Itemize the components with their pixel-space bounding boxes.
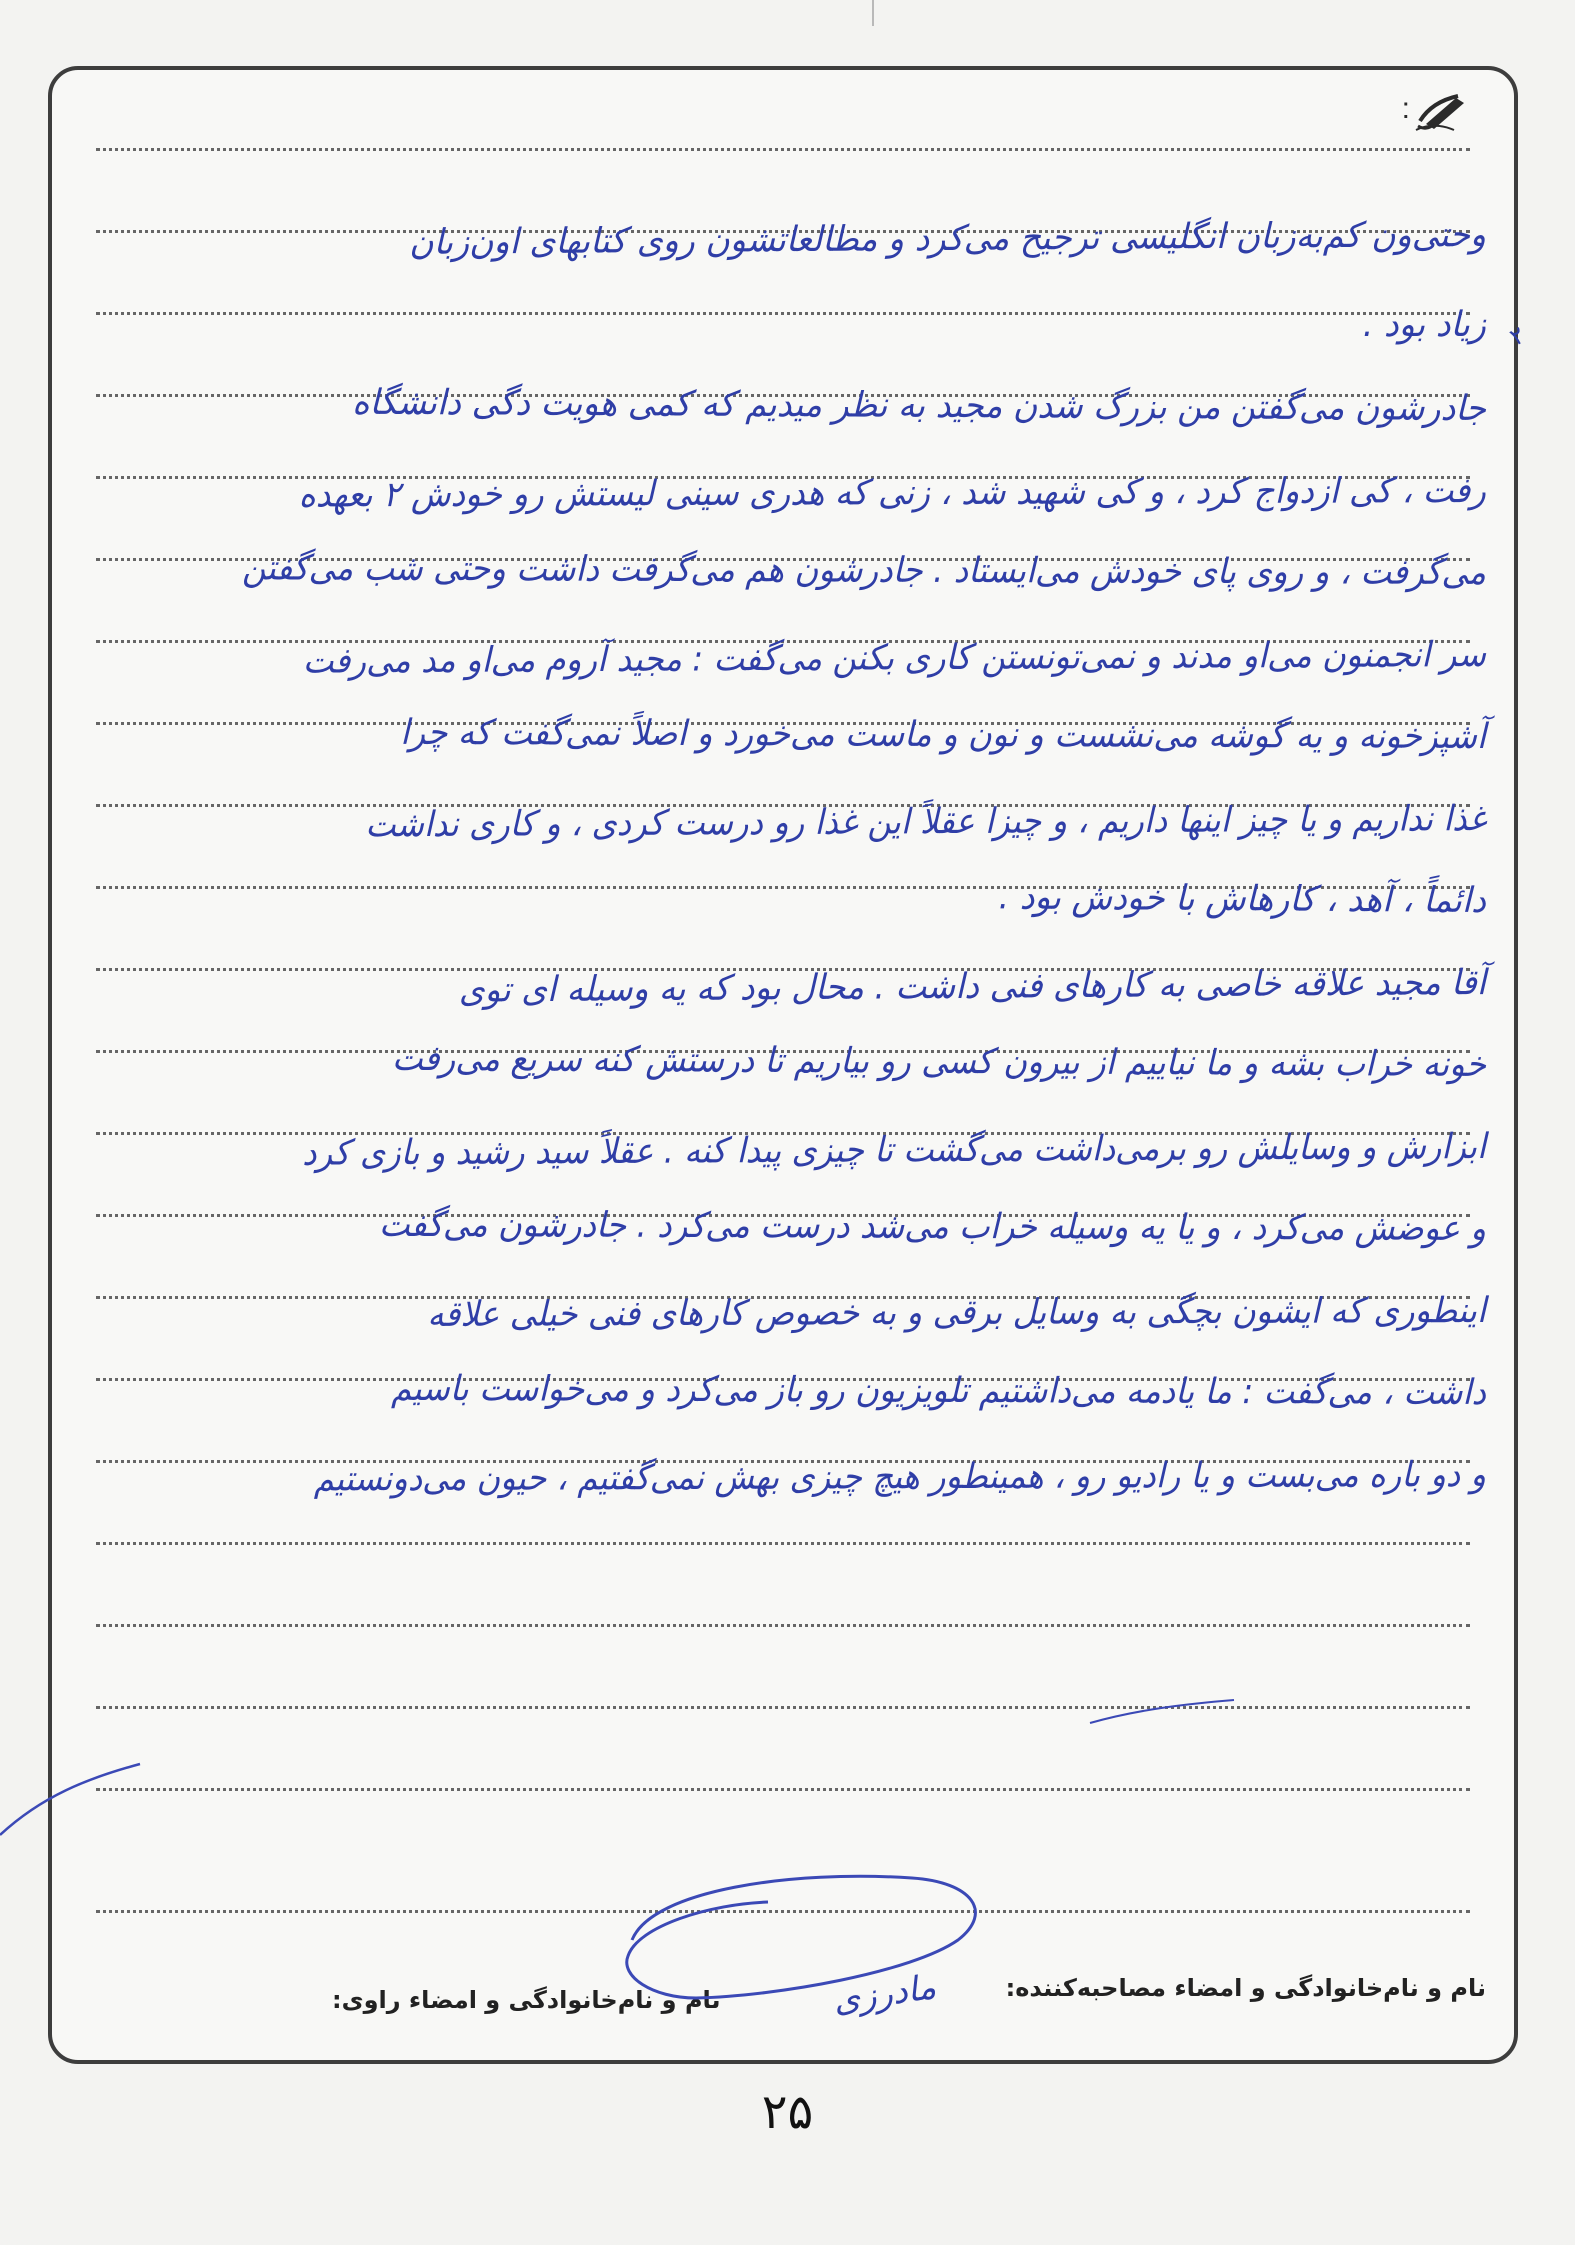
handwritten-line: جادرشون می‌گفتن من بزرگ شدن مجید به نظر میدیم که کمی هویت دگی دانشگاه [352, 382, 1487, 429]
page-number: ۲۵ [761, 2084, 814, 2140]
handwritten-line: اینطوری که ایشون بچگی به وسایل برقی و به خصوص کارهای فنی خیلی علاقه [427, 1291, 1487, 1335]
ruled-line [96, 1910, 1470, 1913]
handwritten-line: آقا مجید علاقه خاصی به کارهای فنی داشت . محال بود که یه وسیله ای توی [458, 963, 1487, 1011]
handwritten-line: غذا نداریم و یا چیز اینها داریم ، و چیزا عقلاً این غذا رو درست کردی ، و کاری نداشت [365, 799, 1487, 846]
handwritten-line: وحتی‌ون کم‌به‌زبان انگلیسی ترجیح می‌کرد و مطالعاتشون روی کتابهای اون‌زبان [409, 215, 1487, 263]
margin-note: ۲ [1505, 320, 1530, 352]
handwritten-line: دائماً ، آهد ، کارهاش با خودش بود . [998, 877, 1487, 921]
handwritten-line: می‌گرفت ، و روی پای خودش می‌ایستاد . جادرشون هم می‌گرفت داشت وحتی شب می‌گفتن [241, 548, 1487, 593]
ruled-line [96, 148, 1470, 151]
interviewer-signature-label: نام و نام‌خانوادگی و امضاء مصاحبه‌کننده: [1005, 1974, 1486, 2002]
handwritten-line: رفت ، کی ازدواج کرد ، و کی شهید شد ، زنی که هدری سینی لیستش رو خودش ۲ بعهده [298, 471, 1487, 516]
paper-edge-mark [872, 0, 874, 26]
handwritten-line: و عوضش می‌کرد ، و یا یه وسیله خراب می‌شد درست می‌کرد . جادرشون می‌گفت [378, 1204, 1487, 1249]
narrator-signature-label: نام و نام‌خانوادگی و امضاء راوی: [332, 1986, 721, 2014]
handwritten-line: سر انجمنون می‌او مدند و نمی‌تونستن کاری بکنن می‌گفت : مجید آروم می‌او مد می‌رفت [302, 635, 1487, 682]
handwritten-line: داشت ، می‌گفت : ما یادمه می‌داشتیم تلویزیون رو باز می‌کرد و می‌خواست باسیم [390, 1368, 1487, 1413]
ruled-line [96, 1706, 1470, 1709]
handwritten-line: ابزارش و وسایلش رو برمی‌داشت می‌گشت تا چیزی پیدا کنه . عقلاً سید رشید و بازی کرد [302, 1127, 1487, 1174]
handwritten-line: آشپزخونه و یه گوشه می‌نشست و نون و ماست می‌خورد و اصلاً نمی‌گفت که چرا [400, 712, 1487, 757]
interviewer-name: مادرزی [830, 1967, 939, 2021]
header-colon: : [1401, 92, 1410, 125]
ruled-line [96, 1624, 1470, 1627]
handwritten-line: زیاد بود . [1362, 305, 1486, 345]
page-frame [48, 66, 1530, 2064]
ruled-line [96, 1542, 1470, 1545]
ruled-line [96, 1788, 1470, 1791]
handwritten-line: خونه خراب بشه و ما نیاییم از بیرون کسی رو بیاریم تا درستش کنه سریع می‌رفت [391, 1038, 1487, 1085]
pen-writing-icon [1414, 90, 1472, 134]
handwritten-line: و دو باره می‌بست و یا رادیو رو ، همینطور هیچ چیزی بهش نمی‌گفتیم ، حیون می‌دونستیم [313, 1455, 1487, 1500]
